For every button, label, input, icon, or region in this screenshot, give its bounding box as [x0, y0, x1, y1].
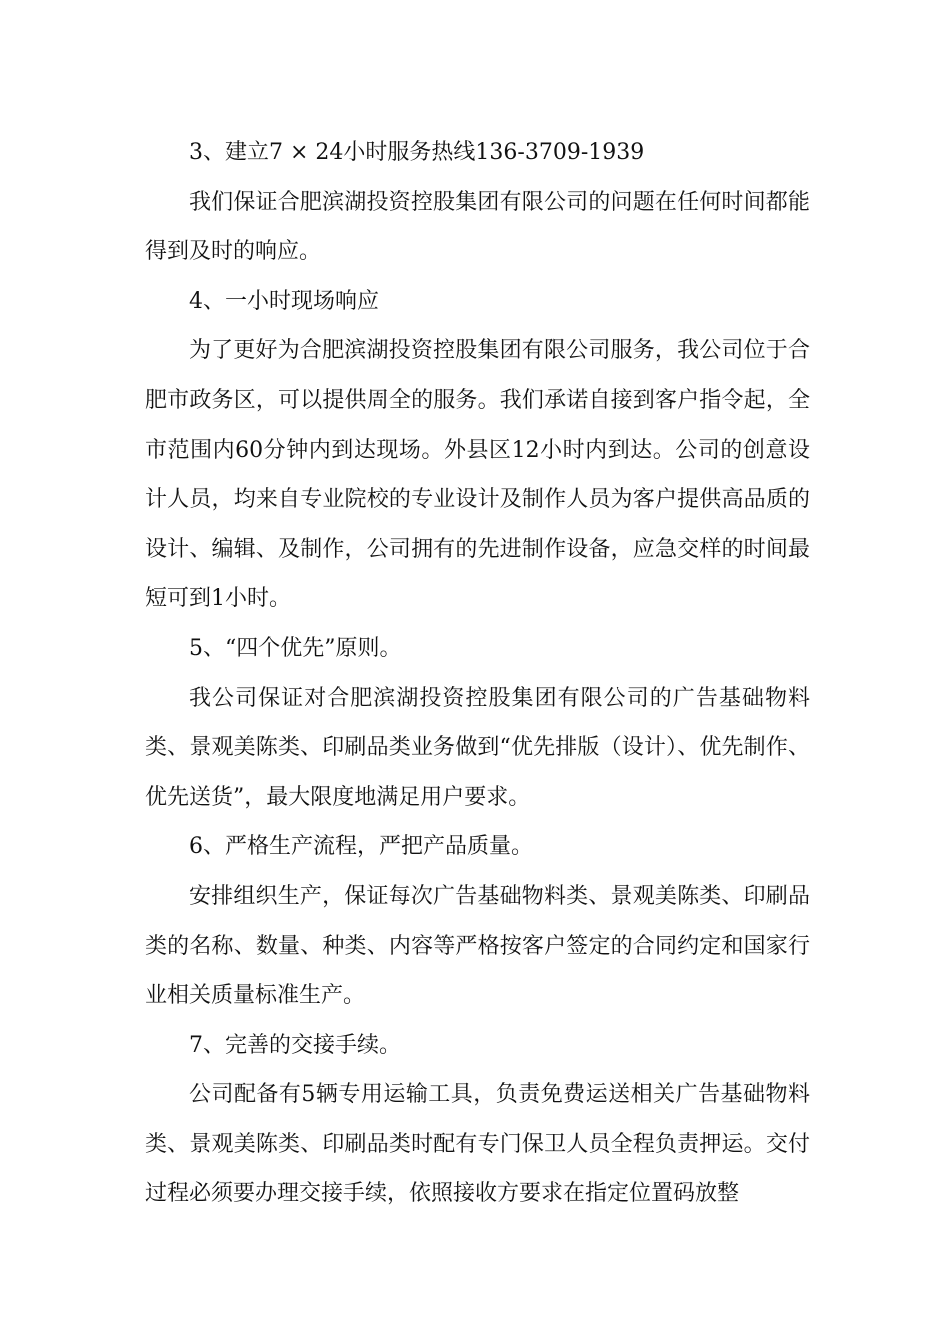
paragraph-handover: 公司配备有5辆专用运输工具，负责免费运送相关广告基础物料类、景观美陈类、印刷品类时配有专门保卫人员全程负责押运。交付过程必须要办理交接手续，依照接收方要求在指定位置码放整	[145, 1082, 810, 1207]
paragraph-production-process: 安排组织生产，保证每次广告基础物料类、景观美陈类、印刷品类的名称、数量、种类、内容等严格按客户签定的合同约定和国家行业相关质量标准生产。	[145, 883, 810, 1009]
heading-production-process: 6、严格生产流程，严把产品质量。	[189, 834, 533, 860]
paragraph-onsite-response: 为了更好为合肥滨湖投资控股集团有限公司服务，我公司位于合肥市政务区，可以提供周全的服务。我们承诺自接到客户指令起，全市范围内60分钟内到达现场。外县区12小时内到达。公司的创意设计人员，均来自专业院校的专业设计及制作人员为客户提供高品质的设计、编辑、及制作，公司拥有的先进制作设备，应急交样的时间最短可到1小时。	[145, 338, 810, 612]
heading-onsite-response: 4、一小时现场响应	[189, 288, 379, 314]
paragraph-response-guarantee: 我们保证合肥滨湖投资控股集团有限公司的问题在任何时间都能得到及时的响应。	[145, 189, 810, 265]
heading-service-hotline: 3、建立7 × 24小时服务热线136-3709-1939	[189, 140, 645, 165]
paragraph-four-priorities: 我公司保证对合肥滨湖投资控股集团有限公司的广告基础物料类、景观美陈类、印刷品类业务做到“优先排版（设计）、优先制作、优先送货”，最大限度地满足用户要求。	[145, 685, 810, 810]
heading-four-priorities: 5、“四个优先”原则。	[189, 635, 402, 661]
document-body	[145, 128, 810, 1219]
heading-handover: 7、完善的交接手续。	[189, 1032, 401, 1058]
